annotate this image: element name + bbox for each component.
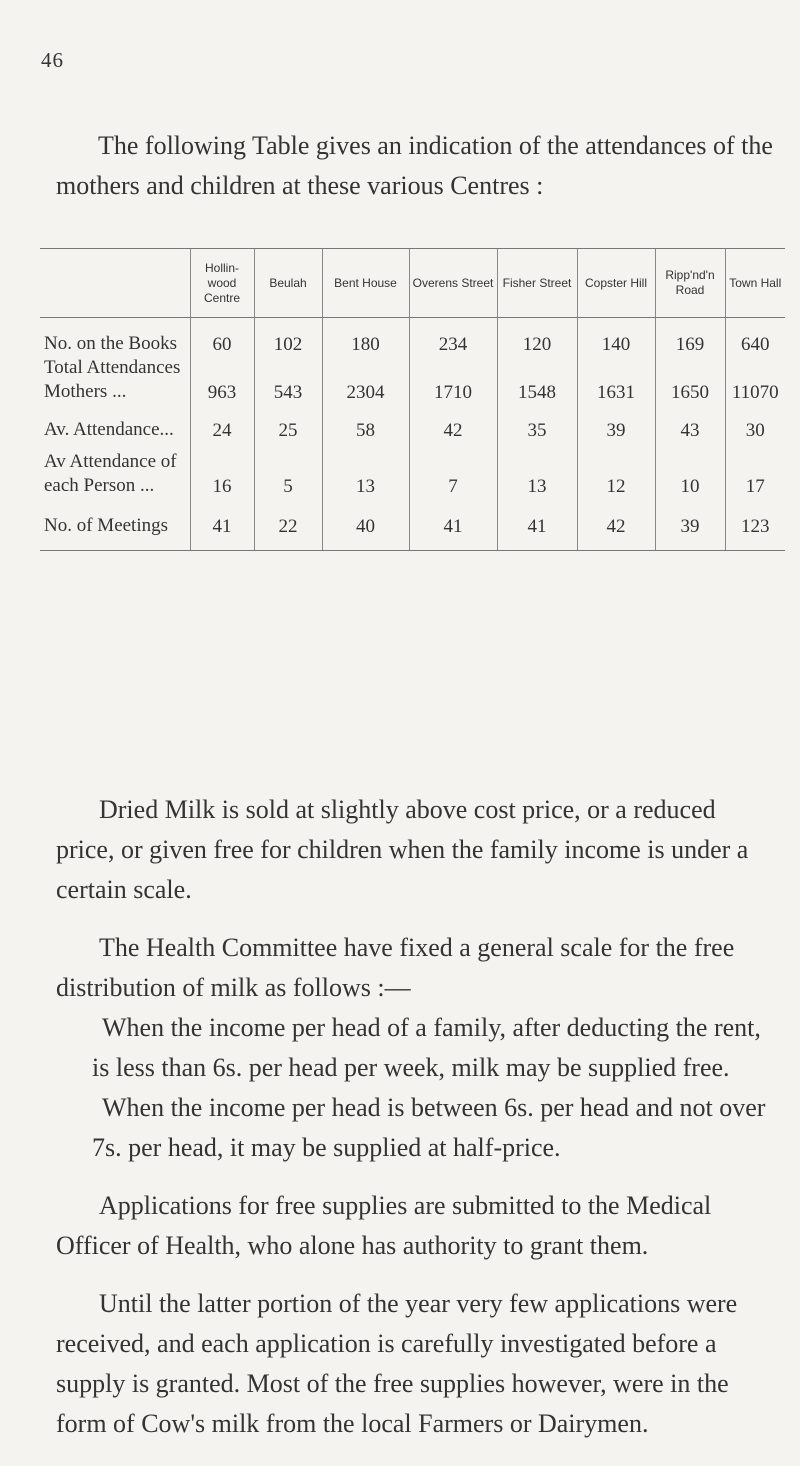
table-cell: 25 [254,404,322,442]
table-cell: 169 [655,318,725,357]
health-committee-paragraph: The Health Committee have fixed a general scale for the free distribution of milk as follows :— [56,933,735,1002]
row-label: No. of Meetings [40,498,190,551]
column-header: Overens Street [409,249,497,318]
table-cell: 180 [322,318,409,357]
table-cell: 1710 [409,356,497,404]
table-row [40,442,785,498]
column-header: Bent House [322,249,409,318]
table-cell: 234 [409,318,497,357]
dried-milk-paragraph: Dried Milk is sold at slightly above cost price, or a reduced price, or given free for children when the family income is under a certain scale. [56,795,749,904]
table-cell: 11070 [725,356,785,404]
table-row [40,404,785,442]
table-row [40,356,785,404]
table-cell: 1548 [497,356,577,404]
table-cell: 7 [409,442,497,498]
column-header: Hollin-wood Centre [190,249,254,318]
table-cell: 963 [190,356,254,404]
table-cell: 13 [322,442,409,498]
column-header: Copster Hill [577,249,655,318]
table-cell: 543 [254,356,322,404]
table-cell: 5 [254,442,322,498]
attendance-table [40,248,785,551]
scale-half-price-paragraph: When the income per head is between 6s. per head and not over 7s. per head, it may be supplied at half-price. [92,1093,766,1162]
table-cell: 1650 [655,356,725,404]
page-number: 46 [41,48,64,72]
table-cell: 123 [725,498,785,551]
table-row [40,318,785,357]
column-header: Fisher Street [497,249,577,318]
table-cell: 42 [577,498,655,551]
table-row [40,498,785,551]
table-cell: 17 [725,442,785,498]
table-cell: 35 [497,404,577,442]
table-cell: 42 [409,404,497,442]
column-header: Town Hall [725,249,785,318]
table-cell: 41 [497,498,577,551]
table-cell: 39 [577,404,655,442]
table-header-row [40,249,785,318]
table-cell: 41 [190,498,254,551]
row-label: Av. Attendance... [44,419,174,440]
table-cell: 40 [322,498,409,551]
table-cell: 43 [655,404,725,442]
table-cell: 58 [322,404,409,442]
table-cell: 2304 [322,356,409,404]
table-cell: 120 [497,318,577,357]
applications-paragraph: Applications for free supplies are submitted to the Medical Officer of Health, who alone has authority to grant them. [56,1191,712,1260]
table-cell: 640 [725,318,785,357]
table-cell: 13 [497,442,577,498]
intro-paragraph: The following Table gives an indication of the attendances of the mothers and children at these various Centres : [56,131,773,200]
table-cell: 30 [725,404,785,442]
table-cell: 24 [190,404,254,442]
table-cell: 39 [655,498,725,551]
table-cell: 22 [254,498,322,551]
column-header: Beulah [254,249,322,318]
row-label: Av Attendance of each Person ... [44,451,177,496]
scale-free-paragraph: When the income per head of a family, after deducting the rent, is less than 6s. per head per week, milk may be supplied free. [92,1013,761,1082]
table-cell: 16 [190,442,254,498]
row-label: No. on the Books [44,333,177,354]
table-cell: 60 [190,318,254,357]
row-label: Total Attendances Mothers ... [44,357,181,402]
until-paragraph: Until the latter portion of the year very few applications were received, and each application is carefully investigated before a supply is granted. Most of the free supplies however, were in the form of Cow's milk from the local Farmers or Dairymen. [56,1289,738,1438]
table-cell: 102 [254,318,322,357]
column-header: Ripp'nd'n Road [655,249,725,318]
table-cell: 1631 [577,356,655,404]
header-blank [40,249,190,318]
body-text [56,790,776,1444]
table-cell: 41 [409,498,497,551]
table-cell: 12 [577,442,655,498]
table-cell: 140 [577,318,655,357]
table-cell: 10 [655,442,725,498]
